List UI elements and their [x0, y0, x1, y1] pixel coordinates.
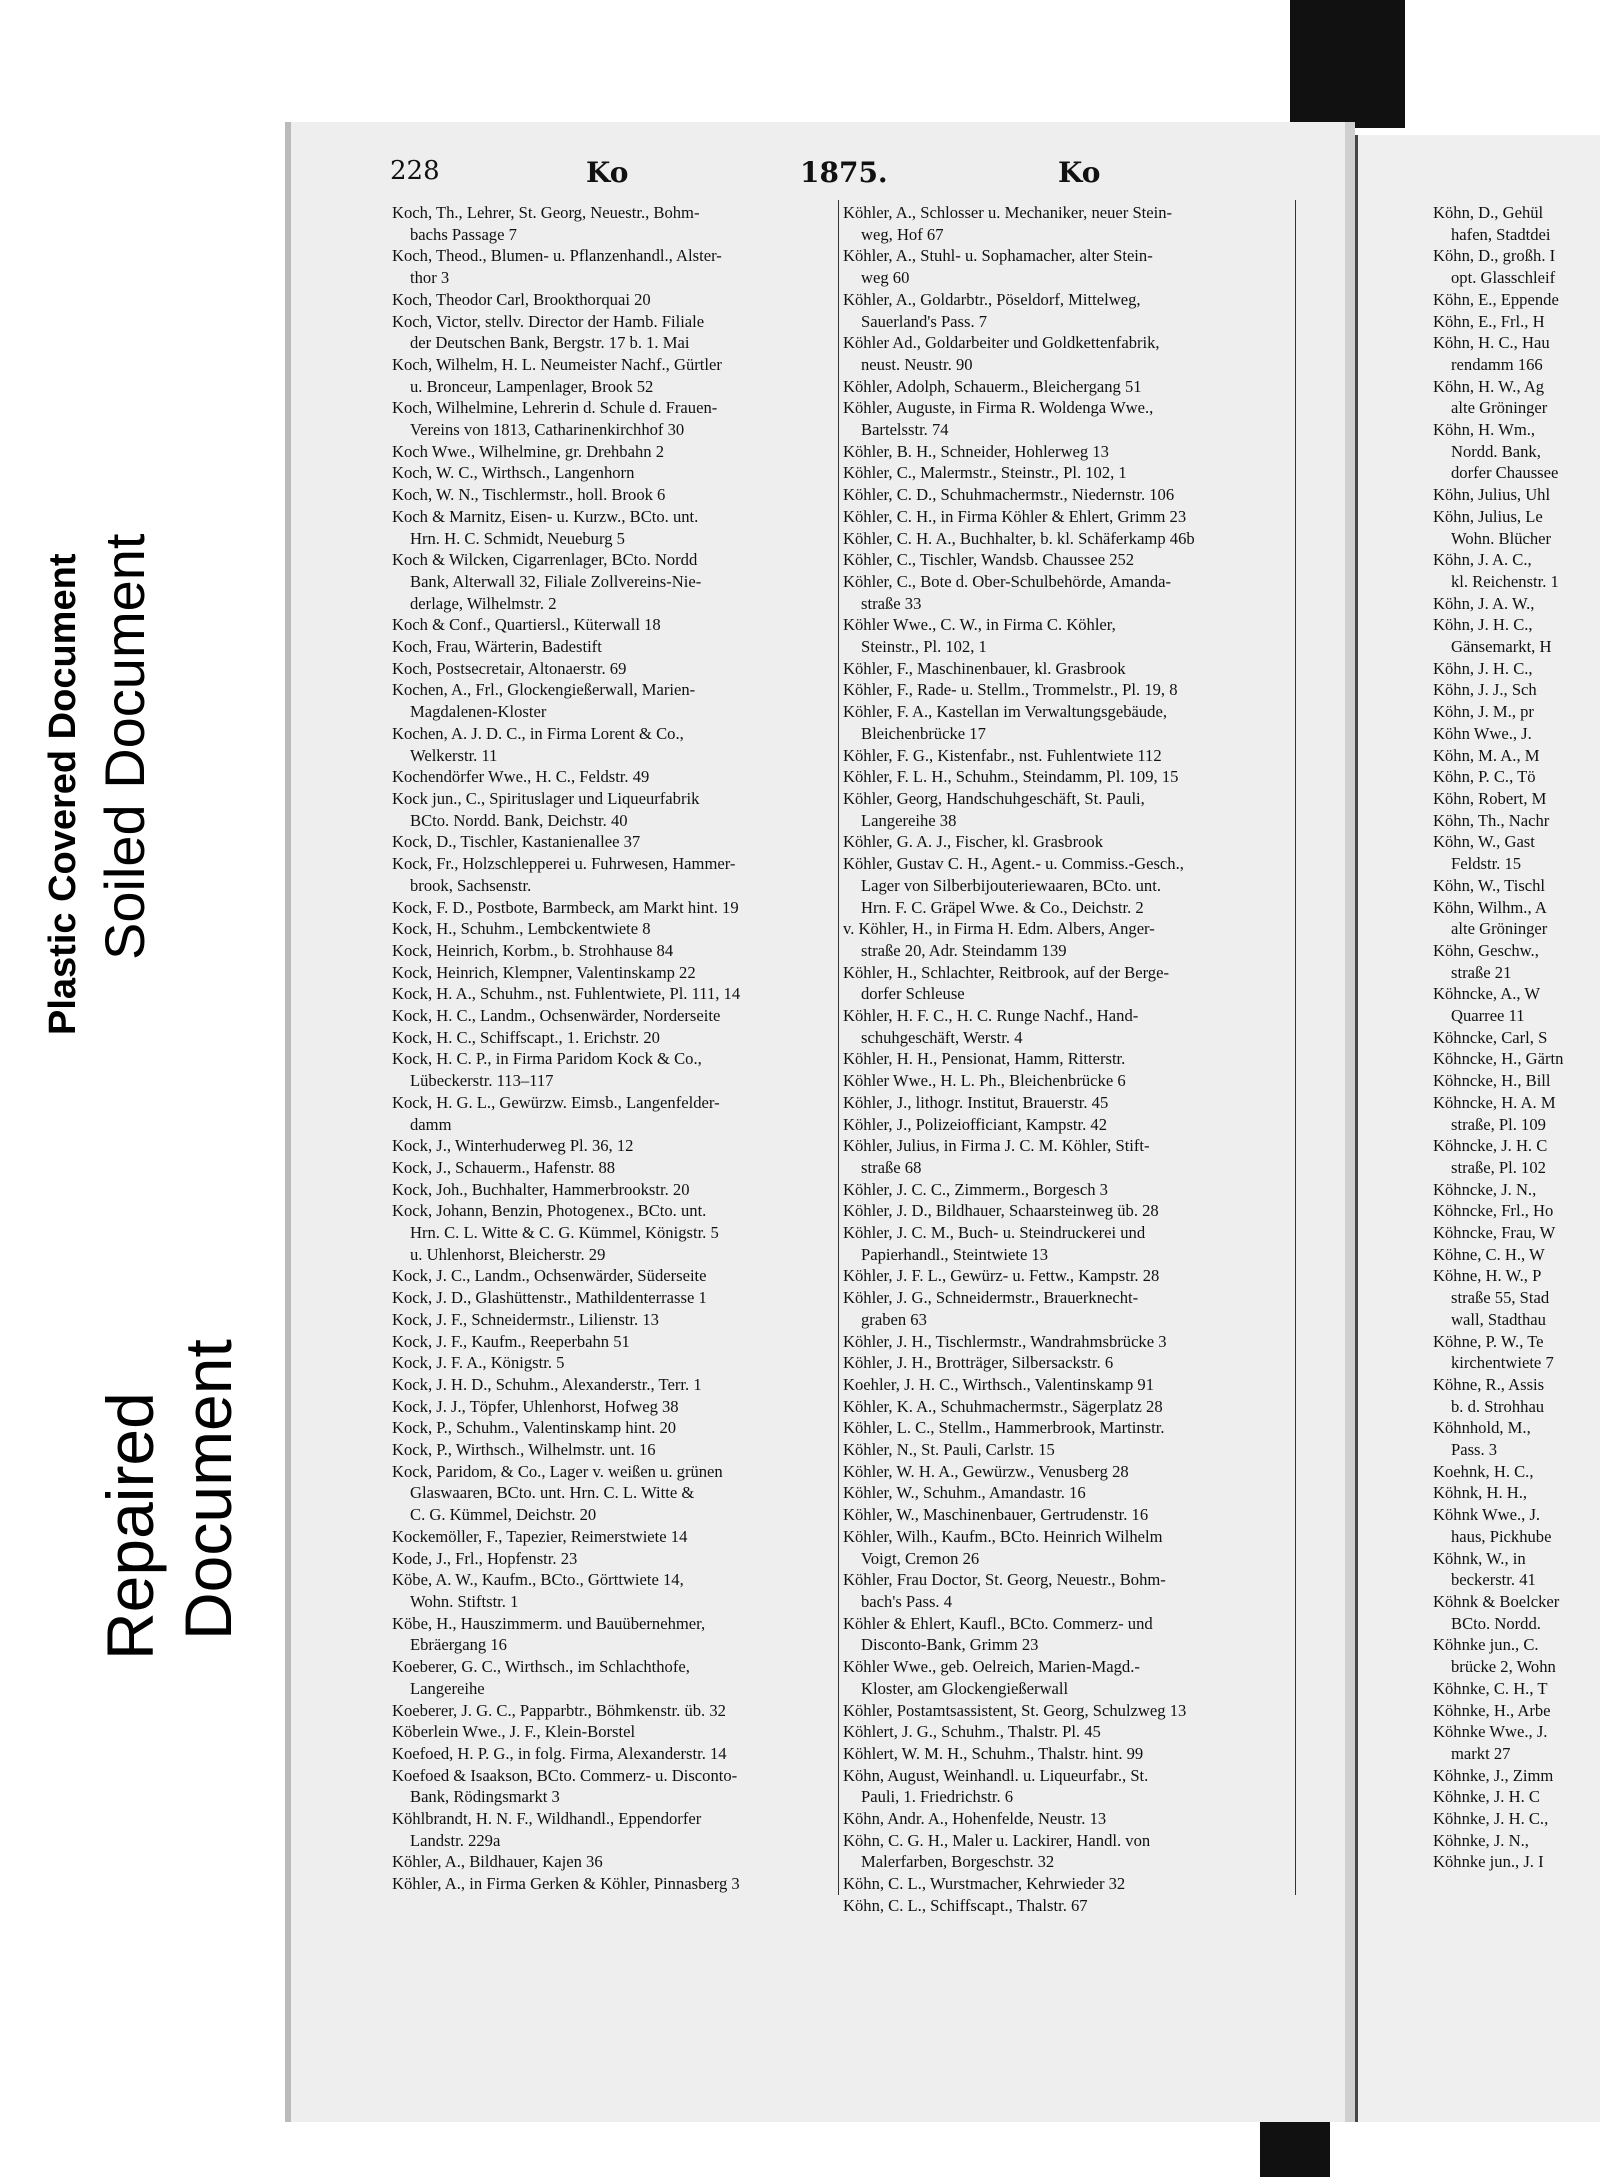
repaired-document-label: Document	[171, 1339, 245, 1640]
directory-line: Köhncke, J. N.,	[1433, 1179, 1537, 1199]
column-1	[392, 202, 840, 1895]
directory-line: Köhn, J. A. W.,	[1433, 593, 1535, 613]
directory-line: Koehler, J. H. C., Wirthsch., Valentinskamp 91	[843, 1374, 1154, 1394]
directory-line: Köhncke, H. A. M	[1433, 1092, 1556, 1112]
directory-line: Koch Wwe., Wilhelmine, gr. Drehbahn 2	[392, 441, 664, 461]
directory-line: Köhler, J. C. M., Buch- u. Steindruckerei und	[843, 1223, 1146, 1243]
directory-line: Lübeckerstr. 113–117	[410, 1071, 554, 1091]
directory-line: Kock, Heinrich, Klempner, Valentinskamp 22	[392, 962, 696, 982]
directory-line: Steinstr., Pl. 102, 1	[861, 637, 987, 657]
directory-line: Köhn Wwe., J.	[1433, 723, 1532, 743]
directory-line: Köhler, W., Maschinenbauer, Gertrudenstr. 16	[843, 1505, 1149, 1525]
directory-line: Köhn, H. C., Hau	[1433, 333, 1550, 353]
black-tab-top	[1290, 0, 1405, 128]
directory-line: Köhnke, C. H., T	[1433, 1678, 1548, 1698]
directory-line: Köhler, Gustav C. H., Agent.- u. Commiss.-Gesch.,	[843, 854, 1184, 874]
directory-line: Kock, P., Schuhm., Valentinskamp hint. 20	[392, 1418, 677, 1438]
header-year: 1875.	[800, 156, 888, 189]
directory-line: Köhler, Wilh., Kaufm., BCto. Heinrich Wilhelm	[843, 1526, 1163, 1546]
directory-line: Köhler, A., Schlosser u. Mechaniker, neuer Stein-	[843, 203, 1173, 222]
directory-line: Kockemöller, F., Tapezier, Reimerstwiete 14	[392, 1526, 688, 1546]
directory-line: dorfer Chaussee	[1451, 463, 1559, 483]
directory-line: Köhncke, H., Bill	[1433, 1071, 1551, 1091]
directory-line: weg 60	[861, 268, 910, 288]
directory-line: der Deutschen Bank, Bergstr. 17 b. 1. Mai	[410, 333, 690, 353]
directory-line: Köhler, Adolph, Schauerm., Bleichergang 51	[843, 376, 1142, 396]
directory-line: Bartelsstr. 74	[861, 420, 949, 440]
directory-line: straße 68	[861, 1157, 922, 1177]
directory-line: Köhler, Georg, Handschuhgeschäft, St. Pauli,	[843, 788, 1145, 808]
directory-line: Köhler, C., Tischler, Wandsb. Chaussee 252	[843, 550, 1135, 570]
directory-line: Köhler, N., St. Pauli, Carlstr. 15	[843, 1440, 1055, 1460]
directory-line: Köhn, C. L., Wurstmacher, Kehrwieder 32	[843, 1874, 1126, 1894]
directory-line: Papierhandl., Steintwiete 13	[861, 1244, 1049, 1264]
black-tab-bottom	[1260, 2120, 1330, 2177]
directory-line: straße 21	[1451, 962, 1512, 982]
directory-line: Köhler, W. H. A., Gewürzw., Venusberg 28	[843, 1461, 1129, 1481]
directory-line: Köhn, Andr. A., Hohenfelde, Neustr. 13	[843, 1809, 1107, 1829]
directory-line: straße 55, Stad	[1451, 1288, 1550, 1308]
directory-line: Koehnk, H. C.,	[1433, 1461, 1534, 1481]
directory-line: Kock, J., Schauerm., Hafenstr. 88	[392, 1157, 616, 1177]
directory-line: Kock, J. D., Glashüttenstr., Mathildenterrasse 1	[392, 1288, 707, 1308]
directory-line: Koch, Victor, stellv. Director der Hamb. Filiale	[392, 311, 705, 331]
directory-line: Hrn. C. L. Witte & C. G. Kümmel, Königstr. 5	[410, 1223, 719, 1243]
directory-line: Köhler, Postamtsassistent, St. Georg, Schulzweg 13	[843, 1700, 1187, 1720]
directory-line: Köhler, J. G., Schneidermstr., Brauerknecht-	[843, 1288, 1139, 1308]
directory-line: Köhler, J., lithogr. Institut, Brauerstr. 45	[843, 1092, 1109, 1112]
directory-line: Köhler, F., Maschinenbauer, kl. Grasbrook	[843, 658, 1126, 678]
directory-line: bachs Passage 7	[410, 224, 517, 244]
directory-line: Koch, Th., Lehrer, St. Georg, Neuestr., Bohm-	[392, 203, 700, 222]
directory-line: Kode, J., Frl., Hopfenstr. 23	[392, 1548, 578, 1568]
directory-line: Kock, F. D., Postbote, Barmbeck, am Markt hint. 19	[392, 897, 739, 917]
directory-line: opt. Glasschleif	[1451, 268, 1556, 288]
directory-line: Kock, Fr., Holzschlepperei u. Fuhrwesen, Hammer-	[392, 854, 736, 874]
directory-line: Köhn, D., Gehül	[1433, 203, 1544, 222]
directory-line: Köhn, Geschw.,	[1433, 940, 1539, 960]
directory-line: Köhler, J., Polizeiofficiant, Kampstr. 42	[843, 1114, 1108, 1134]
directory-line: Köhler, J. D., Bildhauer, Schaarsteinweg üb. 28	[843, 1201, 1159, 1221]
directory-line: dorfer Schleuse	[861, 984, 965, 1004]
directory-line: Kock, H. A., Schuhm., nst. Fuhlentwiete, Pl. 111, 14	[392, 984, 741, 1004]
directory-line: Malerfarben, Borgeschstr. 32	[861, 1852, 1055, 1872]
directory-line: Lager von Silberbijouteriewaaren, BCto. unt.	[861, 875, 1161, 895]
directory-line: Kock, H. C., Schiffscapt., 1. Erichstr. 20	[392, 1027, 660, 1047]
directory-line: Köhnke, J., Zimm	[1433, 1765, 1554, 1785]
directory-line: Köhncke, Frl., Ho	[1433, 1201, 1554, 1221]
directory-line: Köhn, Julius, Le	[1433, 506, 1543, 526]
directory-line: Langereihe 38	[861, 810, 957, 830]
directory-line: rendamm 166	[1451, 354, 1543, 374]
directory-line: Köhler, F. L. H., Schuhm., Steindamm, Pl. 109, 15	[843, 767, 1179, 787]
directory-line: Koch, Postsecretair, Altonaerstr. 69	[392, 658, 627, 678]
directory-line: brücke 2, Wohn	[1451, 1657, 1556, 1677]
directory-line: Sauerland's Pass. 7	[861, 311, 988, 331]
directory-line: Köhn, W., Gast	[1433, 832, 1535, 852]
directory-line: Köhlert, J. G., Schuhm., Thalstr. Pl. 45	[843, 1722, 1101, 1742]
directory-line: neust. Neustr. 90	[861, 354, 973, 374]
directory-line: straße, Pl. 102	[1451, 1157, 1546, 1177]
directory-line: Langereihe	[410, 1678, 485, 1698]
directory-line: Köhncke, J. H. C	[1433, 1136, 1548, 1156]
directory-line: wall, Stadthau	[1451, 1309, 1546, 1329]
directory-line: Köhler, A., in Firma Gerken & Köhler, Pinnasberg 3	[392, 1874, 740, 1894]
directory-line: Köhn, H. Wm.,	[1433, 420, 1536, 440]
directory-line: Köhn, C. G. H., Maler u. Lackirer, Handl. von	[843, 1830, 1151, 1850]
directory-line: Köhler, Frau Doctor, St. Georg, Neuestr., Bohm-	[843, 1570, 1166, 1590]
directory-line: Kock, J. F., Kaufm., Reeperbahn 51	[392, 1331, 630, 1351]
directory-line: Köhnke jun., J. I	[1433, 1852, 1544, 1872]
directory-line: Köhler, C., Malermstr., Steinstr., Pl. 102, 1	[843, 463, 1127, 483]
directory-line: Köhn, P. C., Tö	[1433, 767, 1536, 787]
directory-line: Kock jun., C., Spirituslager und Liqueurfabrik	[392, 788, 700, 808]
page-edge	[1345, 122, 1355, 2122]
directory-line: Köhler, H. H., Pensionat, Hamm, Ritterstr.	[843, 1049, 1126, 1069]
directory-line: BCto. Nordd. Bank, Deichstr. 40	[410, 810, 628, 830]
directory-line: Welkerstr. 11	[410, 745, 498, 765]
directory-line: Hrn. H. C. Schmidt, Neueburg 5	[410, 528, 625, 548]
directory-line: Koch, Frau, Wärterin, Badestift	[392, 637, 602, 657]
directory-line: Kock, Johann, Benzin, Photogenex., BCto. unt.	[392, 1201, 707, 1221]
directory-line: Köhler, A., Goldarbtr., Pöseldorf, Mittelweg,	[843, 289, 1141, 309]
directory-line: Köhn, J. M., pr	[1433, 702, 1534, 722]
directory-line: Köhn, C. L., Schiffscapt., Thalstr. 67	[843, 1895, 1088, 1915]
column-divider-2	[1295, 200, 1296, 1895]
directory-line: Koch, Wilhelm, H. L. Neumeister Nachf., Gürtler	[392, 354, 722, 374]
directory-line: v. Köhler, H., in Firma H. Edm. Albers, Anger-	[843, 919, 1155, 939]
directory-line: Köhler, Auguste, in Firma R. Woldenga Wwe.,	[843, 398, 1154, 418]
directory-line: BCto. Nordd.	[1451, 1613, 1541, 1633]
directory-line: Köhlbrandt, H. N. F., Wildhandl., Eppendorfer	[392, 1809, 702, 1829]
directory-line: Köhler, C. H., in Firma Köhler & Ehlert, Grimm 23	[843, 506, 1187, 526]
directory-line: Kochendörfer Wwe., H. C., Feldstr. 49	[392, 767, 650, 787]
directory-line: Köbe, H., Hauszimmerm. und Bauübernehmer,	[392, 1613, 706, 1633]
directory-line: Köhn, J. J., Sch	[1433, 680, 1537, 700]
directory-line: Vereins von 1813, Catharinenkirchhof 30	[410, 420, 685, 440]
directory-line: bach's Pass. 4	[861, 1592, 953, 1611]
directory-line: Pass. 3	[1451, 1440, 1498, 1460]
directory-line: Köhler, H. F. C., H. C. Runge Nachf., Hand-	[843, 1006, 1139, 1026]
directory-line: markt 27	[1451, 1743, 1511, 1763]
directory-line: Köhnke, J. N.,	[1433, 1830, 1529, 1850]
plastic-covered-label: Plastic Covered Document	[42, 553, 84, 1035]
directory-line: Koch & Wilcken, Cigarrenlager, BCto. Nordd	[392, 550, 698, 570]
directory-line: Köhler, K. A., Schuhmachermstr., Sägerplatz 28	[843, 1396, 1163, 1416]
directory-line: Köhn, Th., Nachr	[1433, 810, 1550, 830]
directory-line: Köhler, G. A. J., Fischer, kl. Grasbrook	[843, 832, 1103, 852]
directory-line: Kock, H., Schuhm., Lembckentwiete 8	[392, 919, 651, 939]
directory-line: Koch & Marnitz, Eisen- u. Kurzw., BCto. unt.	[392, 506, 699, 526]
directory-line: straße 33	[861, 593, 922, 613]
directory-line: Köhn, M. A., M	[1433, 745, 1540, 765]
directory-line: Feldstr. 15	[1451, 854, 1522, 874]
directory-line: Voigt, Cremon 26	[861, 1548, 980, 1568]
directory-line: Köhn, W., Tischl	[1433, 875, 1546, 895]
directory-line: Köhnke Wwe., J.	[1433, 1722, 1548, 1742]
directory-line: alte Gröninger	[1451, 398, 1548, 418]
directory-line: Köhler, H., Schlachter, Reitbrook, auf der Berge-	[843, 962, 1169, 982]
directory-line: Kochen, A. J. D. C., in Firma Lorent & Co.,	[392, 723, 684, 743]
directory-line: Koefoed & Isaakson, BCto. Commerz- u. Disconto-	[392, 1765, 738, 1785]
directory-line: kl. Reichenstr. 1	[1451, 571, 1559, 591]
directory-line: Köhnk, W., in	[1433, 1548, 1526, 1568]
directory-line: Köhnke, J. H. C.,	[1433, 1809, 1549, 1829]
directory-line: Köhler, B. H., Schneider, Hohlerweg 13	[843, 441, 1109, 461]
directory-line: Köhler, J. F. L., Gewürz- u. Fettw., Kampstr. 28	[843, 1266, 1160, 1286]
directory-line: Koch, W. C., Wirthsch., Langenhorn	[392, 463, 635, 483]
directory-line: schuhgeschäft, Werstr. 4	[861, 1027, 1023, 1047]
directory-line: Köhler, F. G., Kistenfabr., nst. Fuhlentwiete 112	[843, 745, 1162, 765]
directory-line: Koch & Conf., Quartiersl., Küterwall 18	[392, 615, 661, 635]
directory-line: Köhncke, Carl, S	[1433, 1027, 1548, 1047]
directory-line: Köhne, C. H., W	[1433, 1244, 1545, 1264]
directory-line: Köhler, J. H., Tischlermstr., Wandrahmsbrücke 3	[843, 1331, 1167, 1351]
directory-line: Koch, W. N., Tischlermstr., holl. Brook 6	[392, 485, 666, 505]
directory-line: Köhnhold, M.,	[1433, 1418, 1531, 1438]
directory-line: hafen, Stadtdei	[1451, 224, 1551, 244]
directory-line: graben 63	[861, 1309, 927, 1329]
directory-line: Pauli, 1. Friedrichstr. 6	[861, 1787, 1014, 1807]
directory-line: straße, Pl. 109	[1451, 1114, 1546, 1134]
soiled-document-label: Soiled Document	[93, 533, 156, 960]
directory-line: Kochen, A., Frl., Glockengießerwall, Marien-	[392, 680, 696, 700]
directory-line: Kock, J. C., Landm., Ochsenwärder, Süderseite	[392, 1266, 707, 1286]
directory-line: Koeberer, J. G. C., Papparbtr., Böhmkenstr. üb. 32	[392, 1700, 726, 1720]
directory-line: Köhlert, W. M. H., Schuhm., Thalstr. hint. 99	[843, 1743, 1144, 1763]
directory-line: Kock, H. C., Landm., Ochsenwärder, Norderseite	[392, 1006, 721, 1026]
directory-line: Köhn, E., Eppende	[1433, 289, 1559, 309]
directory-line: Köhne, H. W., P	[1433, 1266, 1542, 1286]
directory-line: Köhne, P. W., Te	[1433, 1331, 1544, 1351]
directory-line: Köhler Wwe., H. L. Ph., Bleichenbrücke 6	[843, 1071, 1126, 1091]
directory-line: Kock, H. C. P., in Firma Paridom Kock & Co.,	[392, 1049, 702, 1069]
directory-line: Kock, P., Wirthsch., Wilhelmstr. unt. 16	[392, 1440, 656, 1460]
directory-line: Koefoed, H. P. G., in folg. Firma, Alexanderstr. 14	[392, 1743, 727, 1763]
directory-line: Köhncke, A., W	[1433, 984, 1541, 1004]
directory-line: thor 3	[410, 268, 450, 288]
directory-line: Ebräergang 16	[410, 1635, 507, 1655]
directory-line: Köhler, A., Stuhl- u. Sophamacher, alter Stein-	[843, 246, 1153, 266]
directory-line: Bank, Alterwall 32, Filiale Zollvereins-Nie-	[410, 571, 702, 591]
directory-line: Köhnke, H., Arbe	[1433, 1700, 1551, 1720]
directory-line: Köhn, Robert, M	[1433, 788, 1547, 808]
directory-line: Köhnke jun., C.	[1433, 1635, 1539, 1655]
directory-line: Köhler Wwe., geb. Oelreich, Marien-Magd.-	[843, 1657, 1140, 1677]
directory-line: Köhn, J. H. C.,	[1433, 658, 1533, 678]
page-number: 228	[390, 156, 440, 186]
repaired-label: Repaired	[93, 1392, 167, 1660]
directory-line: damm	[410, 1114, 452, 1134]
directory-line: Köhn, J. A. C.,	[1433, 550, 1532, 570]
directory-line: Köhnk Wwe., J.	[1433, 1505, 1541, 1525]
directory-line: Köhler, F., Rade- u. Stellm., Trommelstr., Pl. 19, 8	[843, 680, 1178, 700]
directory-line: Kock, Paridom, & Co., Lager v. weißen u. grünen	[392, 1461, 723, 1481]
directory-line: Köhn, D., großh. I	[1433, 246, 1556, 266]
directory-line: Köhne, R., Assis	[1433, 1374, 1545, 1394]
directory-line: Köbe, A. W., Kaufm., BCto., Görttwiete 14,	[392, 1570, 684, 1590]
directory-line: Disconto-Bank, Grimm 23	[861, 1635, 1039, 1655]
directory-line: Köhn, J. H. C.,	[1433, 615, 1533, 635]
directory-line: Wohn. Stiftstr. 1	[410, 1592, 519, 1611]
directory-line: Landstr. 229a	[410, 1830, 501, 1850]
directory-line: Köhnk, H. H.,	[1433, 1483, 1528, 1503]
directory-line: Quarree 11	[1451, 1006, 1525, 1026]
directory-line: straße 20, Adr. Steindamm 139	[861, 940, 1067, 960]
directory-line: Glaswaaren, BCto. unt. Hrn. C. L. Witte &	[410, 1483, 695, 1503]
column-2	[843, 202, 1293, 1917]
directory-line: haus, Pickhube	[1451, 1526, 1552, 1546]
directory-line: Kock, J. F., Schneidermstr., Lilienstr. 13	[392, 1309, 659, 1329]
directory-line: Köhn, August, Weinhandl. u. Liqueurfabr., St.	[843, 1765, 1149, 1785]
directory-line: brook, Sachsenstr.	[410, 875, 532, 895]
directory-line: Köhler, W., Schuhm., Amandastr. 16	[843, 1483, 1086, 1503]
directory-line: Magdalenen-Kloster	[410, 702, 547, 722]
directory-line: Bank, Rödingsmarkt 3	[410, 1787, 560, 1807]
directory-line: u. Uhlenhorst, Bleicherstr. 29	[410, 1244, 606, 1264]
directory-line: Kock, J. J., Töpfer, Uhlenhorst, Hofweg 38	[392, 1396, 679, 1416]
directory-line: Köhler, C. H. A., Buchhalter, b. kl. Schäferkamp 46b	[843, 528, 1195, 548]
directory-line: Kock, J. F. A., Königstr. 5	[392, 1353, 565, 1373]
directory-line: Köhler, C., Bote d. Ober-Schulbehörde, Amanda-	[843, 571, 1172, 591]
directory-line: Köhler, J. C. C., Zimmerm., Borgesch 3	[843, 1179, 1108, 1199]
directory-line: Köhncke, Frau, W	[1433, 1223, 1556, 1243]
directory-line: Köberlein Wwe., J. F., Klein-Borstel	[392, 1722, 636, 1742]
directory-line: Koch, Theod., Blumen- u. Pflanzenhandl., Alster-	[392, 246, 722, 266]
directory-line: Köhn, H. W., Ag	[1433, 376, 1545, 396]
directory-line: Kock, D., Tischler, Kastanienallee 37	[392, 832, 641, 852]
header-right-word: Ko	[1058, 156, 1101, 189]
directory-line: Köhnk & Boelcker	[1433, 1592, 1560, 1611]
directory-line: Köhler Wwe., C. W., in Firma C. Köhler,	[843, 615, 1116, 635]
directory-line: Kock, J. H. D., Schuhm., Alexanderstr., Terr. 1	[392, 1374, 702, 1394]
directory-line: Bleichenbrücke 17	[861, 723, 986, 743]
directory-line: kirchentwiete 7	[1451, 1353, 1554, 1373]
directory-line: Nordd. Bank,	[1451, 441, 1541, 461]
directory-line: derlage, Wilhelmstr. 2	[410, 593, 557, 613]
directory-line: Köhler, J. H., Brotträger, Silbersackstr. 6	[843, 1353, 1114, 1373]
directory-line: Köhn, E., Frl., H	[1433, 311, 1545, 331]
directory-line: Köhler & Ehlert, Kaufl., BCto. Commerz- und	[843, 1613, 1153, 1633]
directory-line: Köhler Ad., Goldarbeiter und Goldkettenfabrik,	[843, 333, 1160, 353]
directory-line: Kloster, am Glockengießerwall	[861, 1678, 1069, 1698]
directory-line: Köhn, Julius, Uhl	[1433, 485, 1551, 505]
directory-line: Köhler, F. A., Kastellan im Verwaltungsgebäude,	[843, 702, 1167, 722]
directory-line: Kock, Joh., Buchhalter, Hammerbrookstr. 20	[392, 1179, 690, 1199]
directory-line: weg, Hof 67	[861, 224, 944, 244]
directory-line: alte Gröninger	[1451, 919, 1548, 939]
directory-line: Koeberer, G. C., Wirthsch., im Schlachthofe,	[392, 1657, 690, 1677]
directory-line: Köhnke, J. H. C	[1433, 1787, 1540, 1807]
directory-line: Kock, J., Winterhuderweg Pl. 36, 12	[392, 1136, 634, 1156]
directory-line: Köhler, A., Bildhauer, Kajen 36	[392, 1852, 603, 1872]
directory-line: Koch, Theodor Carl, Brookthorquai 20	[392, 289, 651, 309]
directory-line: Köhler, L. C., Stellm., Hammerbrook, Martinstr.	[843, 1418, 1165, 1438]
directory-line: Kock, Heinrich, Korbm., b. Strohhause 84	[392, 940, 674, 960]
directory-line: u. Bronceur, Lampenlager, Brook 52	[410, 376, 654, 396]
directory-line: C. G. Kümmel, Deichstr. 20	[410, 1505, 597, 1525]
directory-line: Kock, H. G. L., Gewürzw. Eimsb., Langenfelder-	[392, 1092, 720, 1112]
directory-line: Köhncke, H., Gärtn	[1433, 1049, 1564, 1069]
header-left-word: Ko	[586, 156, 629, 189]
directory-line: Köhler, C. D., Schuhmachermstr., Niedernstr. 106	[843, 485, 1175, 505]
directory-line: b. d. Strohhau	[1451, 1396, 1545, 1416]
column-3	[1433, 202, 1600, 1873]
directory-line: Hrn. F. C. Gräpel Wwe. & Co., Deichstr. 2	[861, 897, 1144, 917]
directory-line: Koch, Wilhelmine, Lehrerin d. Schule d. Frauen-	[392, 398, 718, 418]
directory-line: beckerstr. 41	[1451, 1570, 1536, 1590]
directory-line: Köhn, Wilhm., A	[1433, 897, 1547, 917]
directory-line: Köhler, Julius, in Firma J. C. M. Köhler, Stift-	[843, 1136, 1150, 1156]
directory-line: Wohn. Blücher	[1451, 528, 1552, 548]
directory-line: Gänsemarkt, H	[1451, 637, 1552, 657]
